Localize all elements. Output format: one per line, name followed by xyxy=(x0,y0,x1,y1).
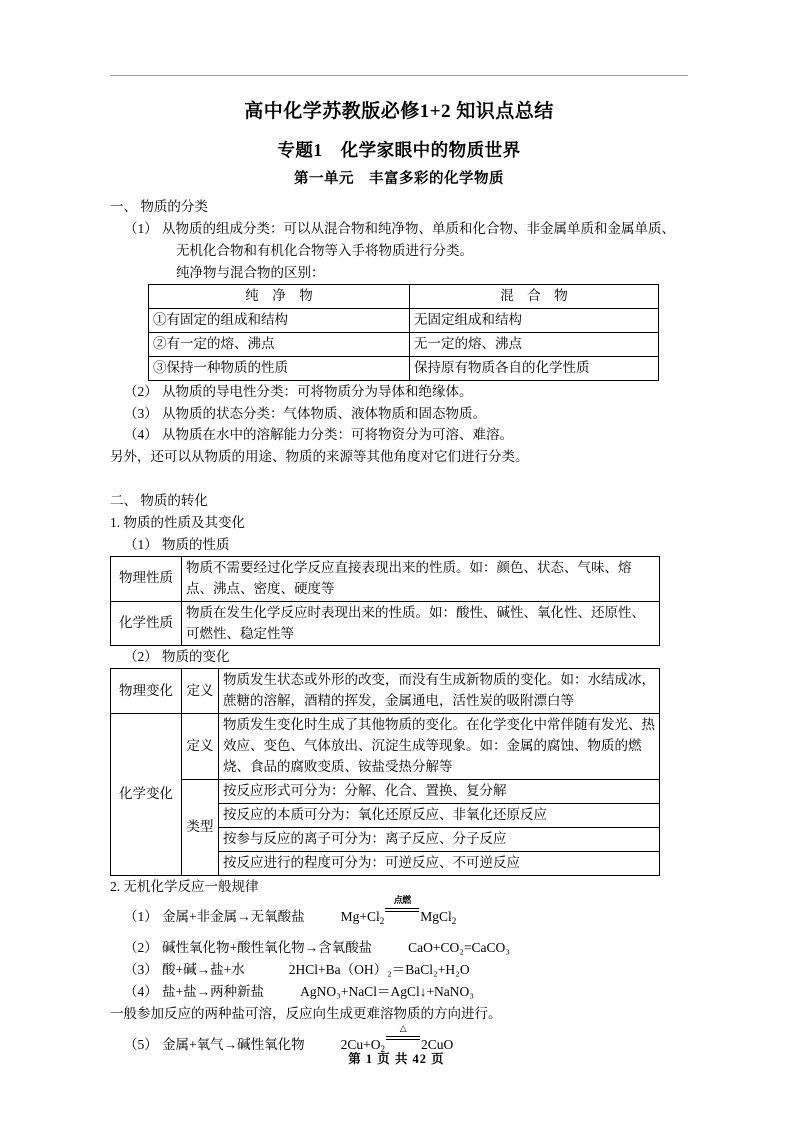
list-item-text: 物质的性质 xyxy=(162,536,230,552)
reaction-rule: 金属+氧气→碱性氧化物 xyxy=(162,1036,305,1052)
table-cell: ①有固定的组成和结构 xyxy=(149,308,410,332)
table-cell-physical-kind: 定义 xyxy=(182,669,219,714)
formula-subscript: 2 xyxy=(451,916,457,927)
list-item-1-1-line3: 纯净物与混合物的区别： xyxy=(176,264,325,280)
table-cell-text: 物质不需要经过化学反应直接表现出来的性质。如：颜色、状态、气味、熔点、沸点、密度、硬度等 xyxy=(182,556,660,601)
list-item-2-2 xyxy=(110,646,688,668)
table-row xyxy=(111,556,660,601)
list-item-text: 从物质的导电性分类：可将物质分为导体和绝缘体。 xyxy=(162,383,473,399)
table-cell-text: 物质在发生化学反应时表现出来的性质。如：酸性、碱性、氧化性、还原性、可燃性、稳定性等 xyxy=(182,601,660,646)
list-marker: （3） xyxy=(124,405,158,421)
reaction-rule: 盐+盐→两种新盐 xyxy=(162,984,265,1000)
list-item-1-3 xyxy=(110,403,688,425)
reaction-rule: 碱性氧化物+酸性氧化物→含氧酸盐 xyxy=(162,940,373,956)
table-cell-chemical-def-text: 物质发生变化时生成了其他物质的变化。在化学变化中常伴随有发光、热效应、变色、气体放出、沉淀生成等现象。如：金属的腐蚀、物质的燃烧、食品的腐败变质、铵盐受热分解等 xyxy=(219,714,660,780)
reaction-rule: 金属+非金属→无氧酸盐 xyxy=(162,909,305,925)
document-content xyxy=(110,100,688,1056)
subsection-heading-1: 1. 物质的性质及其变化 xyxy=(110,515,245,531)
section-heading-two: 二、 物质的转化 xyxy=(110,493,208,509)
page-title: 高中化学苏教版必修1+2 知识点总结 xyxy=(244,101,554,122)
formula-products: 2CuO xyxy=(421,1036,454,1052)
list-marker: （1） xyxy=(124,536,158,552)
table-cell: 无固定组成和结构 xyxy=(410,308,659,332)
table-header-cell-pure: 纯 净 物 xyxy=(149,284,410,308)
table-cell: ②有一定的熔、沸点 xyxy=(149,332,410,356)
list-marker: （1） xyxy=(124,221,158,237)
table-header-row xyxy=(149,284,659,308)
table-cell-label: 化学性质 xyxy=(111,601,182,646)
list-marker: （4） xyxy=(124,984,158,1000)
list-item-text: 物质的变化 xyxy=(162,649,230,665)
purity-mixture-table xyxy=(148,284,659,381)
list-marker: （1） xyxy=(124,909,158,925)
list-item-text: 从物质的状态分类：气体物质、液体物质和固态物质。 xyxy=(162,405,486,421)
list-marker: （4） xyxy=(124,427,158,443)
table-header-cell-mixture: 混 合 物 xyxy=(410,284,659,308)
list-marker: （2） xyxy=(124,940,158,956)
list-marker: （3） xyxy=(124,962,158,978)
topic-title: 专题1 化学家眼中的物质世界 xyxy=(277,139,521,160)
page-footer: 第 1 页 共 42 页 xyxy=(348,1052,445,1066)
table-cell-physical-text: 物质发生状态或外形的改变，而没有生成新物质的变化。如：水结成冰，蔗糖的溶解，酒精的挥发，金属通电，活性炭的吸附漂白等 xyxy=(219,669,660,714)
list-marker: （2） xyxy=(124,649,158,665)
table-cell-chemical-type-text: 按反应的本质可分为：氧化还原反应、非氧化还原反应 xyxy=(219,803,660,827)
header-rule xyxy=(110,75,688,76)
table-cell-chemical-label: 化学变化 xyxy=(111,714,182,875)
section-heading-one: 一、 物质的分类 xyxy=(110,199,208,215)
table-cell: 保持原有物质各自的化学性质 xyxy=(410,356,659,380)
equation-row-2 xyxy=(110,937,688,959)
table-cell-physical-label: 物理变化 xyxy=(111,669,182,714)
formula-subscript: 2 xyxy=(380,1043,385,1054)
reaction-arrow-icon xyxy=(385,895,419,921)
reaction-rule: 酸+碱→盐+水 xyxy=(162,962,245,978)
table-row-physical-change xyxy=(111,669,660,714)
table-row xyxy=(111,601,660,646)
equation-row-3 xyxy=(110,959,688,981)
arrow-bar xyxy=(386,1036,420,1040)
list-item-2-1 xyxy=(110,534,688,556)
reaction-arrow-icon xyxy=(386,1022,420,1049)
formula-reactants: 2Cu+O xyxy=(340,1036,381,1052)
list-marker: （2） xyxy=(124,383,158,399)
chemical-equation-4: AgNO₃+NaCl＝AgCl↓+NaNO₃ xyxy=(300,984,475,1000)
changes-table xyxy=(110,668,660,875)
subsection-heading-2: 2. 无机化学反应一般规律 xyxy=(110,878,259,894)
equation-row-4 xyxy=(110,981,688,1003)
unit-title: 第一单元 丰富多彩的化学物质 xyxy=(294,171,504,188)
formula-products: MgCl xyxy=(420,909,452,925)
table-cell-chemical-type-text: 按参与反应的离子可分为：离子反应、分子反应 xyxy=(219,827,660,851)
reaction-note: 一般参加反应的两种盐可溶，反应向生成更难溶物质的方向进行。 xyxy=(110,1005,502,1021)
table-cell-chemical-type-text: 按反应进行的程度可分为：可逆反应、不可逆反应 xyxy=(219,851,660,875)
list-item-1-4 xyxy=(110,424,688,446)
equation-row-1 xyxy=(110,895,688,928)
table-cell-chemical-type-kind: 类型 xyxy=(182,779,219,875)
reaction-condition: △ xyxy=(399,1022,407,1033)
list-marker: （5） xyxy=(124,1036,158,1052)
chemical-equation-3: 2HCl+Ba（OH）₂＝BaCl₂+H₂O xyxy=(288,962,470,978)
list-item-text: 从物质在水中的溶解能力分类：可将物资分为可溶、难溶。 xyxy=(162,427,513,443)
section-one-closing: 另外，还可以从物质的用途、物质的来源等其他角度对它们进行分类。 xyxy=(110,449,529,465)
table-row-chemical-definition xyxy=(111,714,660,780)
table-cell: 无一定的熔、沸点 xyxy=(410,332,659,356)
list-item-text: 从物质的组成分类：可以从混合物和纯净物、单质和化合物、非金属单质和金属单质、 xyxy=(162,221,675,237)
list-item-1-1-line2: 无机化合物和有机化合物等入手将物质进行分类。 xyxy=(176,243,473,258)
table-row xyxy=(149,356,659,380)
table-row xyxy=(149,308,659,332)
reaction-condition: 点燃 xyxy=(393,895,411,906)
chemical-equation-1 xyxy=(340,895,457,928)
list-item-1-2 xyxy=(110,381,688,403)
table-cell: ③保持一种物质的性质 xyxy=(149,356,410,380)
list-item-1-1 xyxy=(110,218,688,240)
formula-reactants: Mg+Cl xyxy=(340,909,380,925)
table-row-chemical-type-1 xyxy=(111,779,660,803)
table-cell-chemical-def-kind: 定义 xyxy=(182,714,219,780)
formula-subscript: 2 xyxy=(379,916,385,927)
properties-table xyxy=(110,556,660,647)
table-cell-chemical-type-text: 按反应形式可分为：分解、化合、置换、复分解 xyxy=(219,779,660,803)
chemical-equation-2: CaO+CO₂=CaCO₃ xyxy=(408,940,511,956)
table-row xyxy=(149,332,659,356)
table-cell-label: 物理性质 xyxy=(111,556,182,601)
arrow-bar xyxy=(385,908,419,912)
